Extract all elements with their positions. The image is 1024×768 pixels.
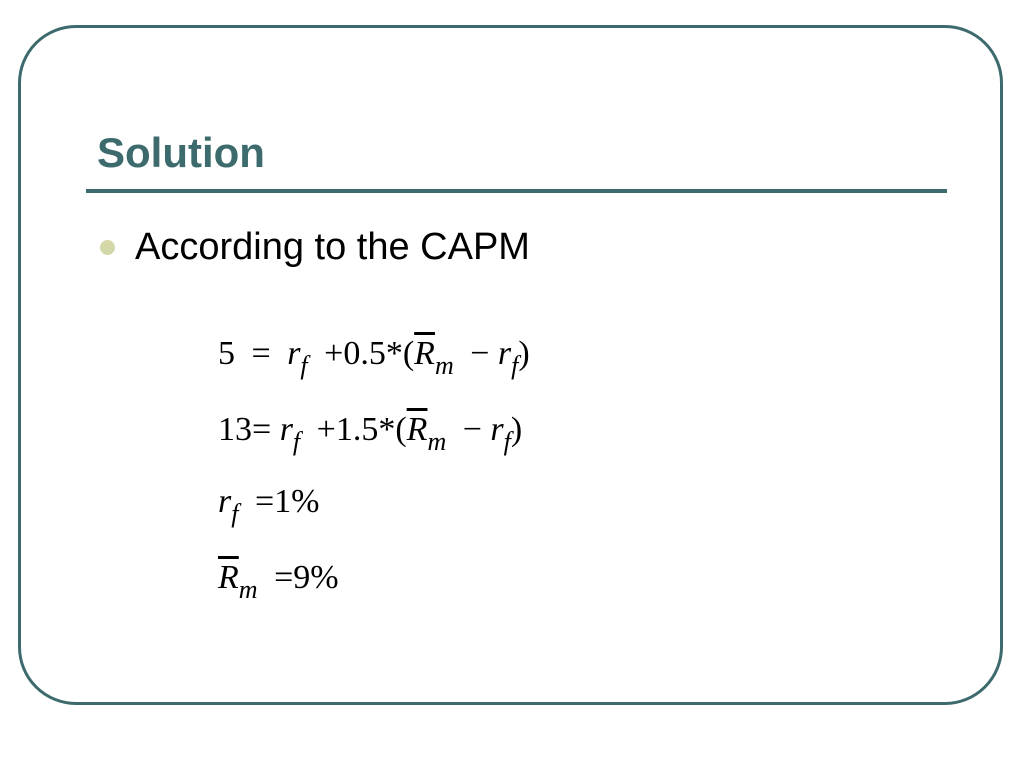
eq3-equals: = bbox=[254, 483, 275, 520]
eq1-minus: − bbox=[470, 335, 490, 372]
eq1-R-sub: m bbox=[434, 351, 454, 380]
eq1-beta: +0.5 bbox=[324, 335, 386, 372]
equation-2 bbox=[218, 410, 523, 456]
eq2-r: r bbox=[279, 411, 293, 448]
eq4-R: $\overline{R}$ bbox=[218, 559, 239, 596]
title-divider bbox=[86, 189, 947, 193]
eq4-result: 9% bbox=[293, 559, 339, 596]
eq2-r-sub: f bbox=[292, 427, 301, 456]
slide-title: Solution bbox=[97, 129, 265, 176]
bullet-text: According to the CAPM bbox=[135, 225, 530, 268]
eq3-result: 1% bbox=[274, 483, 320, 520]
eq1-value: 5 bbox=[218, 335, 235, 372]
eq2-minus: − bbox=[462, 411, 482, 448]
eq3-r: r bbox=[218, 483, 232, 520]
eq2-equals: = bbox=[252, 411, 272, 448]
eq1-equals: = bbox=[251, 335, 271, 372]
eq4-equals: = bbox=[274, 559, 294, 596]
eq1-r-sub: f bbox=[300, 351, 308, 380]
eq1-open-paren: ( bbox=[402, 335, 415, 372]
eq3-r-sub: f bbox=[231, 499, 239, 528]
eq1-r2: r bbox=[497, 335, 512, 372]
eq2-value: 13 bbox=[218, 411, 252, 448]
eq2-R: $\overline{R}$ bbox=[406, 411, 428, 448]
eq2-r2-sub: f bbox=[503, 427, 511, 456]
bullet-dot-icon bbox=[100, 240, 115, 255]
eq1-R: $\overline{R}$ bbox=[414, 335, 435, 372]
equation-4 bbox=[218, 558, 339, 604]
eq1-times: * bbox=[385, 335, 403, 372]
equation-3 bbox=[218, 482, 320, 528]
eq2-open-paren: ( bbox=[395, 411, 407, 448]
eq1-r2-sub: f bbox=[511, 351, 519, 380]
eq1-close-paren: ) bbox=[518, 335, 530, 372]
equation-1 bbox=[218, 334, 530, 380]
eq2-close-paren: ) bbox=[510, 411, 523, 448]
eq2-times: * bbox=[378, 411, 396, 448]
eq2-R-sub: m bbox=[427, 427, 447, 456]
eq4-R-sub: m bbox=[238, 575, 258, 604]
eq1-r: r bbox=[287, 335, 301, 372]
bullet-item bbox=[100, 222, 530, 272]
eq2-r2: r bbox=[490, 411, 504, 448]
eq2-beta: +1.5 bbox=[316, 411, 379, 448]
